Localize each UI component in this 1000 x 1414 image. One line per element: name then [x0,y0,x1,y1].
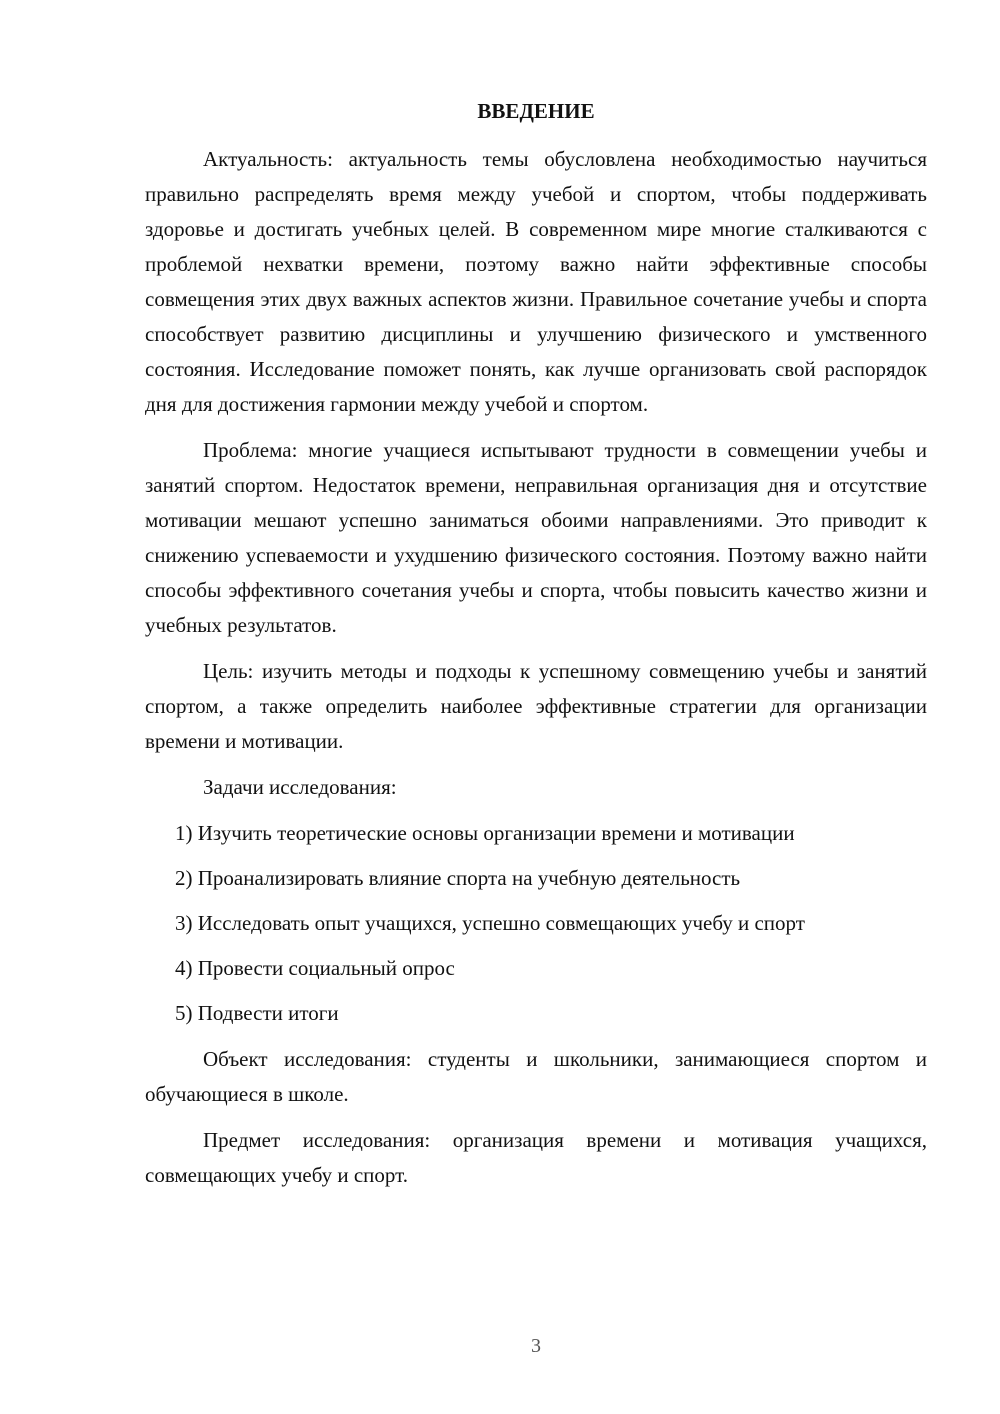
list-item: 4) Провести социальный опрос [175,956,455,980]
page-number: 3 [531,1335,541,1357]
relevance-paragraph: Актуальность: актуальность темы обусловлена необходимостью научиться правильно распределять время между учебой и спортом, чтобы поддерживать здоровье и достигать учебных целей. В современном мире многие сталкиваются с проблемой нехватки времени, поэтому важно найти эффективные способы совмещения этих двух важных аспектов жизни. Правильное сочетание учебы и спорта способствует развитию дисциплины и улучшению физического и умственного состояния. Исследование поможет понять, как лучше организовать свой распорядок дня для достижения гармонии между учебой и спортом. [145,147,927,416]
goal-paragraph: Цель: изучить методы и подходы к успешному совмещению учебы и занятий спортом, а также определить наиболее эффективные стратегии для организации времени и мотивации. [145,659,927,753]
list-item: 5) Подвести итоги [175,1001,339,1025]
list-item: 3) Исследовать опыт учащихся, успешно совмещающих учебу и спорт [175,911,805,935]
object-paragraph: Объект исследования: студенты и школьники, занимающиеся спортом и обучающиеся в школе. [145,1047,927,1106]
list-item: 2) Проанализировать влияние спорта на учебную деятельность [175,866,741,890]
list-item: 1) Изучить теоретические основы организации времени и мотивации [175,821,795,845]
problem-paragraph: Проблема: многие учащиеся испытывают трудности в совмещении учебы и занятий спортом. Недостаток времени, неправильная организация дня и отсутствие мотивации мешают успешно заниматься обоими направлениями. Это приводит к снижению успеваемости и ухудшению физического состояния. Поэтому важно найти способы эффективного сочетания учебы и спорта, чтобы повысить качество жизни и учебных результатов. [145,438,927,637]
subject-paragraph: Предмет исследования: организация времени и мотивация учащихся, совмещающих учебу и спорт. [145,1128,927,1187]
tasks-intro: Задачи исследования: [203,775,397,799]
document-body [145,142,927,1204]
page-title: ВВЕДЕНИЕ [477,99,595,123]
tasks-list [145,816,927,1031]
